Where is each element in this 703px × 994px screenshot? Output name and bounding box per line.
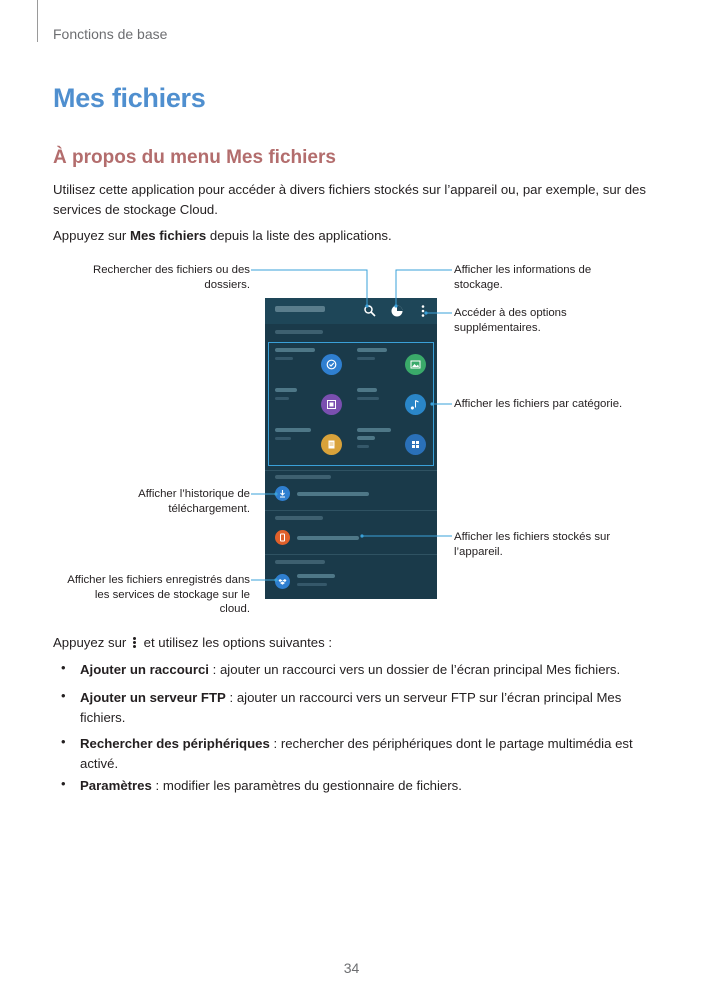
page-title: Mes fichiers (53, 83, 206, 113)
option-term: Paramètres (80, 778, 152, 793)
option-desc: : ajouter un raccourci vers un serveur FTP sur l’écran principal Mes fichiers. (80, 690, 622, 725)
bullet-marker: • (61, 776, 66, 791)
option-desc: : ajouter un raccourci vers un dossier de l’écran principal Mes fichiers. (208, 662, 621, 677)
launch-before: Appuyez sur (53, 228, 130, 243)
running-header: Fonctions de base (53, 26, 168, 42)
callout-more-options: Accéder à des options supplémentaires. (454, 307, 567, 334)
option-item-ftp (80, 688, 650, 728)
option-desc: : rechercher des périphériques dont le partage multimédia est activé. (80, 736, 633, 771)
leader-search (251, 270, 367, 306)
callout-search: Rechercher des fichiers ou des dossiers. (92, 264, 250, 291)
option-term: Rechercher des périphériques (80, 736, 270, 751)
kebab-menu-icon (133, 636, 137, 649)
options-intro-after: et utilisez les options suivantes : (139, 635, 333, 650)
option-item-settings (80, 776, 650, 796)
option-term: Ajouter un raccourci (80, 662, 209, 677)
bullet-marker: • (61, 660, 66, 675)
launch-after: depuis la liste des applications. (206, 228, 392, 243)
bullet-marker: • (61, 688, 66, 703)
launch-app-name: Mes fichiers (129, 228, 207, 243)
callout-device-storage: Afficher les fichiers stockés sur l’appareil. (454, 531, 611, 558)
callout-download-history: Afficher l’historique de téléchargement. (138, 488, 250, 515)
options-intro-before: Appuyez sur (53, 635, 130, 650)
page-number: 34 (343, 960, 360, 976)
callout-by-category: Afficher les fichiers par catégorie. (454, 398, 623, 410)
callout-cloud: Afficher les fichiers enregistrés dans les services de stockage sur le cloud. (67, 574, 250, 615)
option-desc: : modifier les paramètres du gestionnaire de fichiers. (151, 778, 462, 793)
option-item-devices (80, 734, 650, 774)
options-intro (53, 633, 653, 653)
intro-paragraph: Utilisez cette application pour accéder à divers fichiers stockés sur l’appareil ou, par exemple, sur des services de stockage Cloud. (53, 182, 646, 217)
section-title: À propos du menu Mes fichiers (53, 147, 336, 168)
bullet-marker: • (61, 734, 66, 749)
callout-storage-info: Afficher les informations de stockage. (454, 264, 592, 291)
option-item-shortcut (80, 660, 650, 680)
leader-storage-info (396, 270, 452, 306)
option-term: Ajouter un serveur FTP (80, 690, 226, 705)
